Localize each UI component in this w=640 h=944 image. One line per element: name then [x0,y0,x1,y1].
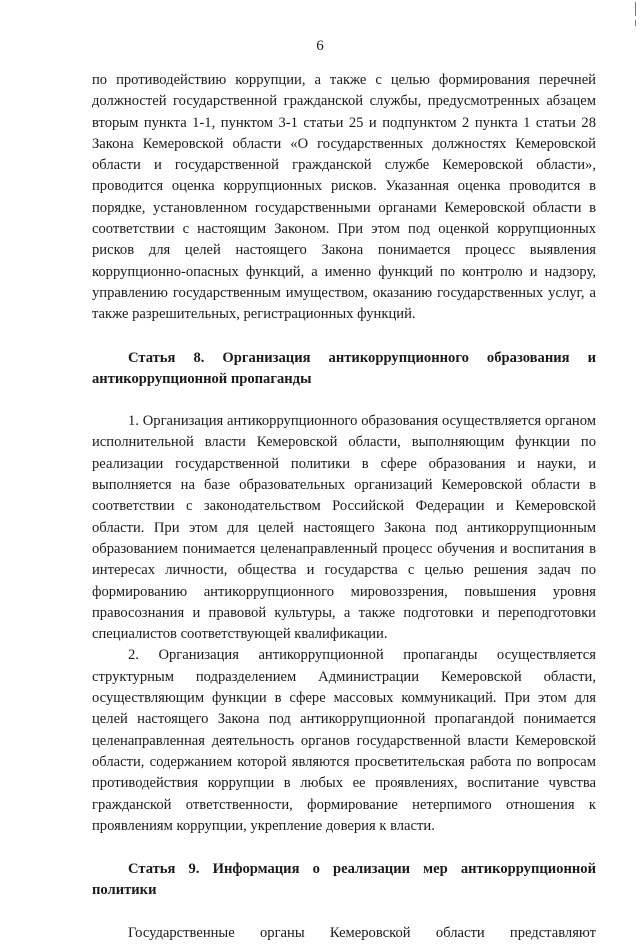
article-8-clause-2: 2. Организация антикоррупционной пропаганды осуществляется структурным подразделением Администрации Кемеровской области, осуществляющим функции в сфере массовых коммуникаций. При этом для целей настоящего Закона под антикоррупционной пропагандой понимается целенаправленная деятельность органов государственной власти Кемеровской области, содержанием которой являются просветительская работа по вопросам противодействия коррупции в любых ее проявлениях, воспитание чувства гражданской ответственности, формирование нетерпимого отношения к проявлениям коррупции, укрепление доверия к власти. [92,647,596,834]
article-9-text: Государственные органы Кемеровской области представляют [128,924,596,941]
article-8-heading: Статья 8. Организация антикоррупционного образования и антикоррупционной пропаганды [92,349,596,387]
page-number: 6 [316,38,324,54]
article-9-heading: Статья 9. Информация о реализации мер антикоррупционной политики [92,861,596,899]
scan-edge-mark [635,20,636,26]
scan-edge-mark [635,2,636,16]
article-8-clause-1: 1. Организация антикоррупционного образования осуществляется органом исполнительной власти Кемеровской области, выполняющим функции по реализации государственной политики в сфере образования и науки, и выполняется на базе образовательных организаций Кемеровской области в соответствии с законодательством Российской Федерации и Кемеровской области. При этом для целей настоящего Закона под антикоррупционным образованием понимается целенаправленный процесс обучения и воспитания в интересах личности, общества и государства с целью решения задач по формированию антикоррупционного мировоззрения, повышения уровня правосознания и правовой культуры, а также подготовки и переподготовки специалистов соответствующей квалификации. [92,413,596,643]
document-body [92,70,596,944]
paragraph-continuation: по противодействию коррупции, а также с целью формирования перечней должностей государственной гражданской службы, предусмотренных абзацем вторым пункта 1-1, пунктом 3-1 статьи 25 и подпунктом 2 пункта 1 статьи 28 Закона Кемеровской области «О государственных должностях Кемеровской области и государственной гражданской службе Кемеровской области», проводится оценка коррупционных рисков. Указанная оценка проводится в порядке, установленном государственными органами Кемеровской области в соответствии с настоящим Законом. При этом под оценкой коррупционных рисков для целей настоящего Закона понимается процесс выявления коррупционно-опасных функций, а именно функций по контролю и надзору, управлению государственным имуществом, оказанию государственных услуг, а также разрешительных, регистрационных функций. [92,72,596,323]
